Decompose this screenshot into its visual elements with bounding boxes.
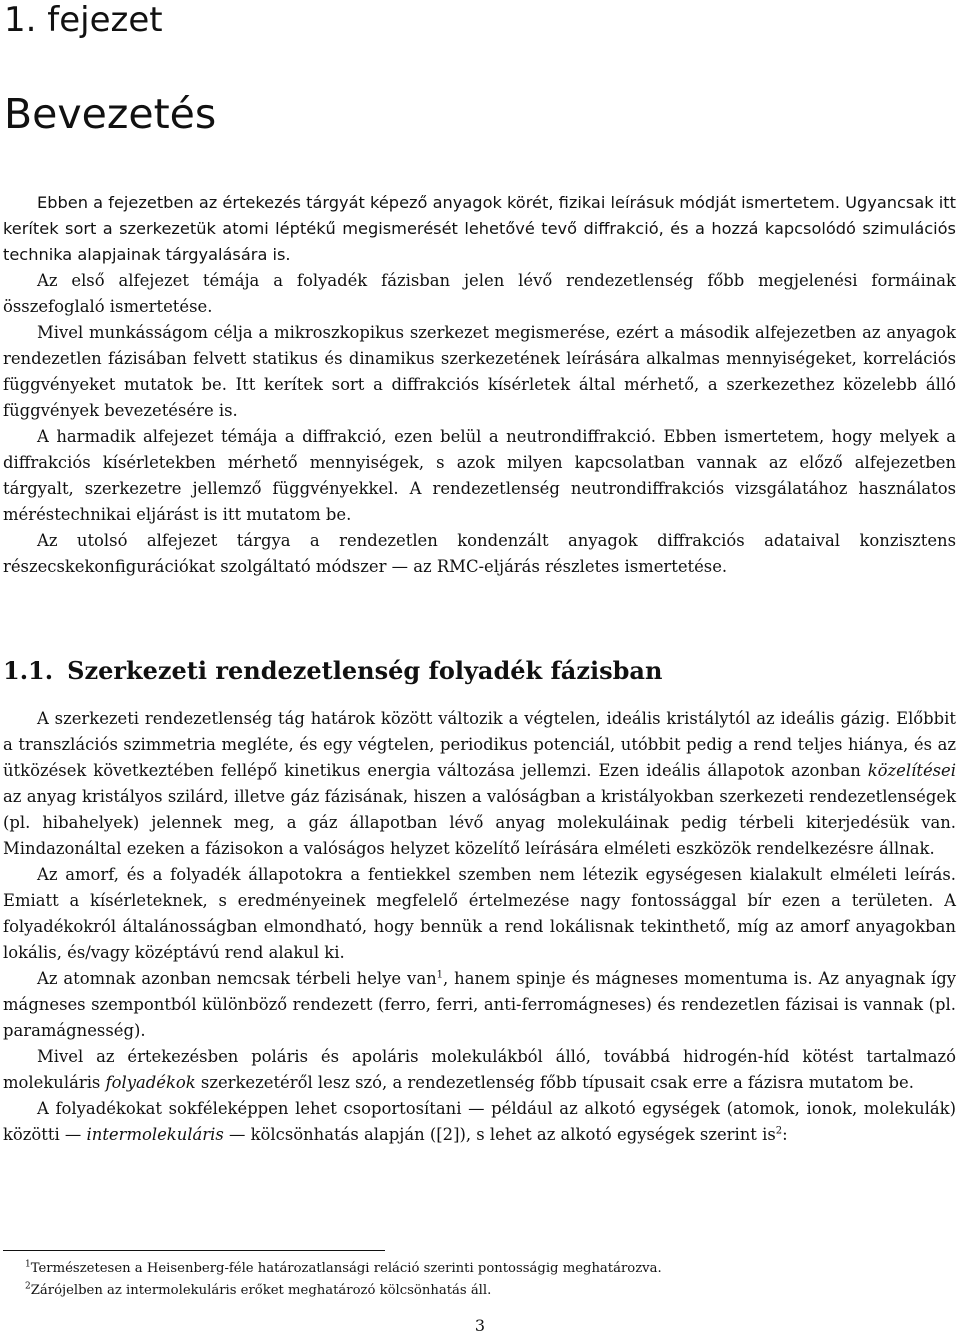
section-paragraph-5-text-a: A folyadékokat sokféleképpen lehet csoportosítani — például az alkotó egységek (atomok, ionok, molekulák) közötti — [3,1099,956,1144]
footnotes [3,1258,956,1302]
section-paragraph-1 [3,706,956,862]
section-paragraph-2: Az amorf, és a folyadék állapotokra a fentiekkel szemben nem létezik egységesen kialakult elméleti leírás. Emiatt a kísérleteknek, s eredményeinek megfelelő értelmezése nagy fontossággal bír ezen a területen. A folyadékokról általánosságban elmondható, hogy bennük a rend lokálisnak tekinthető, míg az amorf anyagokban lokális, és/vagy középtávú rend alakul ki. [3,865,956,962]
footnote-1-mark: 1 [25,1259,31,1270]
footnote-ref-1[interactable]: 1 [436,969,444,981]
section-paragraph-3-text-b: , hanem spinje és mágneses momentuma is. Az anyagnak így mágneses szempontból különböző rendezett (ferro, ferri, anti-ferromágneses) és rendezetlen fázisai is vannak (pl. paramágnesség). [3,969,956,1040]
section-title: Szerkezeti rendezetlenség folyadék fázisban [67,656,663,685]
chapter-label: 1. fejezet [4,0,163,40]
intro-paragraph-1: Ebben a fejezetben az értekezés tárgyát képező anyagok körét, fizikai leírásuk módját ismertetem. Ugyancsak itt kerítek sort a szerkezetük atomi léptékű megismerését lehetővé tevő diffrakció, és a hozzá kapcsolódó szimulációs technika alapjainak tárgyalására is. [3,193,956,264]
section-paragraph-4-emphasis: folyadékok [105,1073,196,1092]
section-paragraph-3-text-a: Az atomnak azonban nemcsak térbeli helye van [37,969,437,988]
intro-paragraph-2: Az első alfejezet témája a folyadék fázisban jelen lévő rendezetlenség főbb megjelenési formáinak összefoglaló ismertetése. [3,271,956,316]
footnote-2-text: Zárójelben az intermolekuláris erőket meghatározó kölcsönhatás áll. [30,1283,492,1298]
intro-paragraph-3: Mivel munkásságom célja a mikroszkopikus szerkezet megismerése, ezért a második alfejezetben az anyagok rendezetlen fázisában felvett statikus és dinamikus szerkezetének leírására alkalmas mennyiségeket, korrelációs függvényeket mutatok be. Itt kerítek sort a diffrakciós kísérletek által mérhető, a szerkezethez közelebb álló függvények bevezetésére is. [3,323,956,420]
section-paragraph-4-text-b: szerkezetéről lesz szó, a rendezetlenség főbb típusait csak erre a fázisra mutatom be. [195,1073,914,1092]
section-paragraph-5-emphasis: intermolekuláris [86,1125,224,1144]
intro-paragraph-4: A harmadik alfejezet témája a diffrakció, ezen belül a neutrondiffrakció. Ebben ismertetem, hogy melyek a diffrakciós kísérletekben mérhető mennyiségek, s azok milyen kapcsolatban vannak az előző alfejezetben tárgyalt, szerkezetre jellemző függvényekkel. A rendezetlenség neutrondiffrakciós vizsgálatához használatos méréstechnikai eljárást is itt mutatom be. [3,427,956,524]
section-paragraph-4-text-a: Mivel az értekezésben poláris és apoláris molekulákból álló, továbbá hidrogén-híd kötést tartalmazó molekuláris [3,1047,956,1092]
section-paragraph-1-text-a: A szerkezeti rendezetlenség tág határok között változik a végtelen, ideális kristálytól az ideális gázig. Előbbit a transzlációs szimmetria megléte, és egy végtelen, periodikus potenciál, utóbbit pedig a rend teljes hiánya, és az ütközések következtében fellépő kinetikus energia változása jellemzi. Ezen ideális állapotok azonban [3,709,956,780]
section-paragraph-5 [3,1096,956,1148]
section-heading [3,654,662,688]
section-paragraph-5-text-b: — kölcsönhatás alapján ([2]), s lehet az alkotó egységek szerint is [223,1125,776,1144]
chapter-intro [3,190,956,580]
section-number: 1.1. [3,656,54,685]
section-paragraph-3 [3,966,956,1044]
footnote-2 [3,1280,956,1302]
footnote-ref-2[interactable]: 2 [775,1125,783,1137]
section-body [3,706,956,1148]
page-number: 3 [474,1316,486,1335]
footnote-2-mark: 2 [25,1281,31,1292]
section-paragraph-1-text-b: az anyag kristályos szilárd, illetve gáz fázisának, hiszen a valóságban a kristályokban szerkezeti rendezetlenségek (pl. hibahelyek) jelennek meg, a gáz állapotban lévő anyag molekuláinak pedig térbeli kiterjedésük van. Mindazonáltal ezeken a fázisokon a valóságos helyzet közelítő leírására elméleti eszközök rendelkezésre állnak. [3,787,956,858]
chapter-title: Bevezetés [4,90,217,138]
footnote-1 [3,1258,956,1280]
section-paragraph-5-text-c: : [782,1125,788,1144]
intro-paragraph-5: Az utolsó alfejezet tárgya a rendezetlen kondenzált anyagok diffrakciós adataival konzisztens részecskekonfigurációkat szolgáltató módszer — az RMC-eljárás részletes ismertetése. [3,531,956,576]
section-paragraph-1-emphasis: közelítései [867,761,956,780]
section-paragraph-4 [3,1044,956,1096]
footnote-divider [3,1250,385,1251]
footnote-1-text: Természetesen a Heisenberg-féle határozatlansági reláció szerinti pontosságig meghatározva. [30,1261,662,1276]
